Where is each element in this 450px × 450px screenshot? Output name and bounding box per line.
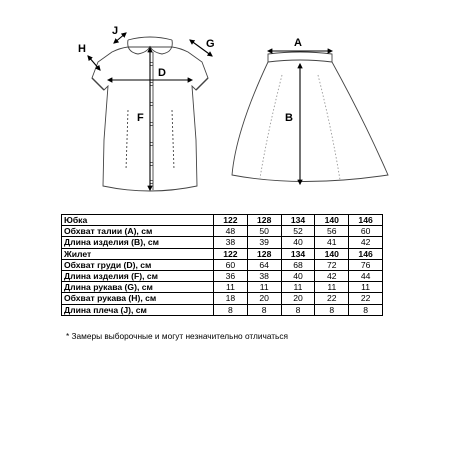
label-g: G — [206, 38, 215, 50]
value-cell: 39 — [247, 237, 281, 248]
value-cell: 41 — [315, 237, 349, 248]
size-cell: 134 — [281, 248, 315, 259]
size-cell: 146 — [349, 215, 383, 226]
value-cell: 22 — [315, 293, 349, 304]
value-cell: 60 — [349, 226, 383, 237]
value-cell: 11 — [349, 282, 383, 293]
size-cell: 140 — [315, 248, 349, 259]
size-chart-table — [61, 214, 383, 316]
table-row — [62, 237, 383, 248]
size-cell: 128 — [247, 248, 281, 259]
table-row — [62, 293, 383, 304]
value-cell: 8 — [281, 304, 315, 315]
label-h: H — [78, 43, 86, 55]
value-cell: 11 — [247, 282, 281, 293]
value-cell: 72 — [315, 259, 349, 270]
size-cell: 134 — [281, 215, 315, 226]
value-cell: 20 — [247, 293, 281, 304]
value-cell: 18 — [214, 293, 248, 304]
table-row — [62, 226, 383, 237]
value-cell: 22 — [349, 293, 383, 304]
sleeve-opening-arrow-h — [88, 56, 100, 70]
value-cell: 48 — [214, 226, 248, 237]
value-cell: 52 — [281, 226, 315, 237]
value-cell: 44 — [349, 270, 383, 281]
row-label: Длина плеча (J), см — [62, 304, 214, 315]
value-cell: 40 — [281, 270, 315, 281]
label-d: D — [158, 67, 166, 79]
value-cell: 76 — [349, 259, 383, 270]
row-label: Длина рукава (G), см — [62, 282, 214, 293]
measurement-footnote: * Замеры выборочные и могут незначительно отличаться — [66, 331, 289, 341]
shirt-dimension-lines — [88, 33, 212, 190]
size-cell: 122 — [214, 248, 248, 259]
skirt-dimension-lines — [268, 51, 332, 184]
value-cell: 8 — [315, 304, 349, 315]
value-cell: 42 — [315, 270, 349, 281]
label-f: F — [137, 112, 144, 124]
table-row — [62, 304, 383, 315]
value-cell: 50 — [247, 226, 281, 237]
value-cell: 42 — [349, 237, 383, 248]
value-cell: 20 — [281, 293, 315, 304]
table-row — [62, 270, 383, 281]
size-cell: 122 — [214, 215, 248, 226]
size-cell: 146 — [349, 248, 383, 259]
vest-header-row — [62, 248, 383, 259]
value-cell: 11 — [281, 282, 315, 293]
value-cell: 38 — [214, 237, 248, 248]
row-label: Обхват рукава (H), см — [62, 293, 214, 304]
table-row — [62, 259, 383, 270]
row-label: Длина изделия (B), см — [62, 237, 214, 248]
value-cell: 68 — [281, 259, 315, 270]
size-cell: 140 — [315, 215, 349, 226]
row-label: Длина изделия (F), см — [62, 270, 214, 281]
value-cell: 11 — [315, 282, 349, 293]
value-cell: 8 — [214, 304, 248, 315]
value-cell: 8 — [349, 304, 383, 315]
skirt-drawing — [232, 52, 388, 182]
value-cell: 60 — [214, 259, 248, 270]
label-a: A — [294, 37, 302, 49]
value-cell: 40 — [281, 237, 315, 248]
value-cell: 36 — [214, 270, 248, 281]
section-title: Жилет — [62, 248, 214, 259]
garment-measurement-diagram — [0, 0, 450, 205]
skirt-header-row — [62, 215, 383, 226]
table-row — [62, 282, 383, 293]
value-cell: 11 — [214, 282, 248, 293]
section-title: Юбка — [62, 215, 214, 226]
value-cell: 8 — [247, 304, 281, 315]
label-j: J — [112, 25, 119, 37]
value-cell: 56 — [315, 226, 349, 237]
size-cell: 128 — [247, 215, 281, 226]
value-cell: 64 — [247, 259, 281, 270]
label-b: B — [285, 112, 293, 124]
row-label: Обхват груди (D), см — [62, 259, 214, 270]
row-label: Обхват талии (A), см — [62, 226, 214, 237]
value-cell: 38 — [247, 270, 281, 281]
